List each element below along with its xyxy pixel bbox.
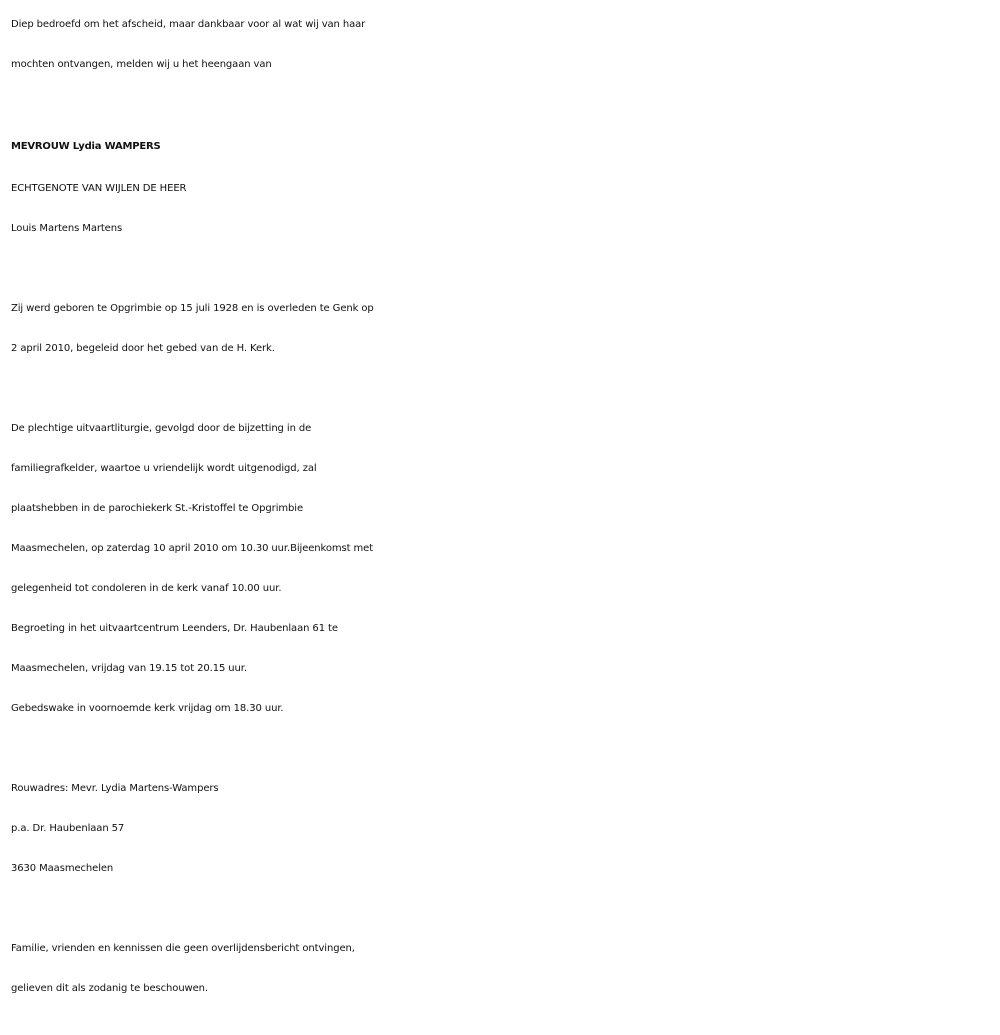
ceremony-line-8: Gebedswake in voornoemde kerk vrijdag om 18.30 uur. bbox=[11, 703, 284, 714]
ceremony-line-5: gelegenheid tot condoleren in de kerk vanaf 10.00 uur. bbox=[11, 583, 282, 594]
spouse-name: Louis Martens Martens bbox=[11, 223, 123, 234]
address-line-1: Rouwadres: Mevr. Lydia Martens-Wampers bbox=[11, 783, 219, 794]
ceremony-paragraph bbox=[11, 409, 1000, 729]
relation-line: ECHTGENOTE VAN WIJLEN DE HEER bbox=[11, 183, 187, 194]
address-paragraph bbox=[11, 769, 1000, 889]
birth-death-line-2: 2 april 2010, begeleid door het gebed van de H. Kerk. bbox=[11, 343, 275, 354]
intro-line-1: Diep bedroefd om het afscheid, maar dankbaar voor al wat wij van haar bbox=[11, 19, 366, 30]
ceremony-line-1: De plechtige uitvaartliturgie, gevolgd door de bijzetting in de bbox=[11, 423, 312, 434]
deceased-name: MEVROUW Lydia WAMPERS bbox=[11, 141, 161, 152]
spouse-paragraph bbox=[11, 169, 1000, 249]
obituary-document bbox=[0, 5, 1000, 1035]
birth-death-line-1: Zij werd geboren te Opgrimbie op 15 juli 1928 en is overleden te Genk op bbox=[11, 303, 374, 314]
intro-line-2: mochten ontvangen, melden wij u het heengaan van bbox=[11, 59, 272, 70]
ceremony-line-7: Maasmechelen, vrijdag van 19.15 tot 20.15 uur. bbox=[11, 663, 247, 674]
closing-line-2: gelieven dit als zodanig te beschouwen. bbox=[11, 983, 209, 994]
birth-death-paragraph bbox=[11, 289, 1000, 369]
address-line-2: p.a. Dr. Haubenlaan 57 bbox=[11, 823, 125, 834]
closing-paragraph bbox=[11, 929, 1000, 1009]
ceremony-line-4: Maasmechelen, op zaterdag 10 april 2010 om 10.30 uur.Bijeenkomst met bbox=[11, 543, 374, 554]
address-line-3: 3630 Maasmechelen bbox=[11, 863, 114, 874]
closing-line-1: Familie, vrienden en kennissen die geen overlijdensbericht ontvingen, bbox=[11, 943, 355, 954]
intro-paragraph bbox=[11, 5, 1000, 85]
ceremony-line-3: plaatshebben in de parochiekerk St.-Kristoffel te Opgrimbie bbox=[11, 503, 303, 514]
ceremony-line-2: familiegrafkelder, waartoe u vriendelijk wordt uitgenodigd, zal bbox=[11, 463, 317, 474]
ceremony-line-6: Begroeting in het uitvaartcentrum Leenders, Dr. Haubenlaan 61 te bbox=[11, 623, 338, 634]
